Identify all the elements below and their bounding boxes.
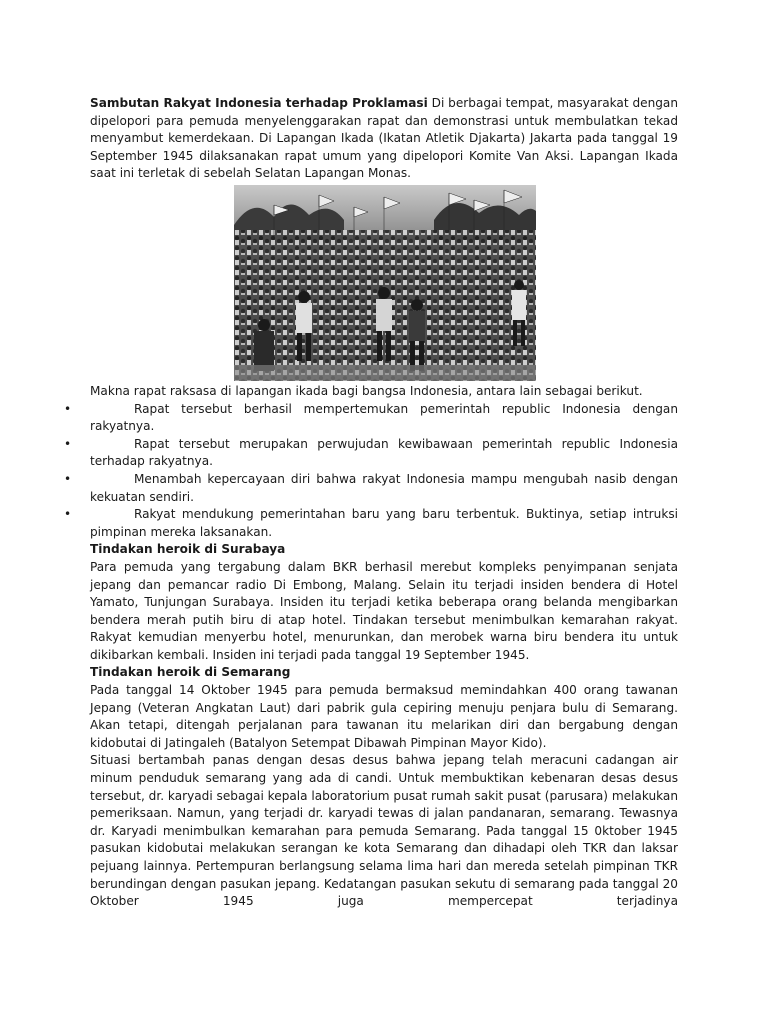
semarang-paragraph-2: Situasi bertambah panas dengan desas desus bahwa jepang telah meracuni cadangan air minum penduduk semarang yang ada di candi. Untuk membuktikan kebenaran desas desus tersebut, dr. karyadi sebagai kepala laboratorium pusat rumah sakit pusat (parusara) melakukan pemeriksaan. Namun, yang terjadi dr. karyadi tewas di jalan pandanaran, semarang. Tewasnya dr. Karyadi menimbulkan kemarahan para pemuda Semarang. Pada tanggal 15 0ktober 1945 pasukan kidobutai melakukan serangan ke kota Semarang dan dihadapi oleh TKR dan laksar pejuang lainnya. Pertempuran berlangsung selama lima hari dan mereda setelah pimpinan TKR berundingan dengan pasukan jepang. Kedatangan pasukan sekutu di semarang pada tanggal 20 Oktober 1945 juga mempercepat terjadinya [90,753,678,909]
photo-container [90,183,678,383]
intro-paragraph [90,95,678,183]
bullet-icon: • [64,401,72,416]
list-item [64,401,678,436]
document-page [64,95,678,911]
list-item [64,436,678,471]
intro-text: Di berbagai tempat, masyarakat dengan dipelopori para pemuda menyelenggarakan rapat dan demonstrasi untuk membulatkan tekad menyambut kemerdekaan. Di Lapangan Ikada (Ikatan Atletik Djakarta) Jakarta pada tanggal 19 September 1945 dilaksanakan rapat umum yang dipelopori Komite Van Aksi. Lapangan Ikada saat ini terletak di sebelah Selatan Lapangan Monas. [90,96,678,181]
list-item-text: Rapat tersebut merupakan perwujudan kewibawaan pemerintah republic Indonesia terhadap rakyatnya. [90,436,678,469]
semarang-paragraph-1: Pada tanggal 14 Oktober 1945 para pemuda bermaksud memindahkan 400 orang tawanan Jepang (Veteran Angkatan Laut) dari pabrik gula cepiring menuju penjara bulu di Semarang. Akan tetapi, ditengah perjalanan para tawanan itu melarikan diri dan bergabung dengan kidobutai di Jatingaleh (Batalyon Setempat Dibawah Pimpinan Mayor Kido). [90,683,678,750]
list-item [64,506,678,541]
semarang-heading: Tindakan heroik di Semarang [90,665,291,680]
list-item-text: Rapat tersebut berhasil mempertemukan pemerintah republic Indonesia dengan rakyatnya. [90,401,678,434]
list-item-text: Menambah kepercayaan diri bahwa rakyat Indonesia mampu mengubah nasib dengan kekuatan sendiri. [90,471,678,504]
intro-heading: Sambutan Rakyat Indonesia terhadap Proklamasi [90,96,428,110]
list-item-text: Rakyat mendukung pemerintahan baru yang baru terbentuk. Buktinya, setiap intruksi pimpinan mereka laksanakan. [90,507,678,539]
bullet-icon: • [64,471,72,486]
bullet-icon: • [64,507,72,522]
surabaya-paragraph: Para pemuda yang tergabung dalam BKR berhasil merebut kompleks penyimpanan senjata jepang dan pemancar radio Di Embong, Malang. Selain itu terjadi insiden bendera di Hotel Yamato, Tunjungan Surabaya. Insiden itu terjadi ketika beberapa orang belanda mengibarkan bendera merah putih biru di atap hotel. Tindakan tersebut menimbulkan kemarahan rakyat. Rakyat kemudian menyerbu hotel, menurunkan, dan merobek warna biru bendera itu untuk dikibarkan kembali. Insiden ini terjadi pada tanggal 19 September 1945. [90,559,678,662]
bullet-icon: • [64,436,72,451]
surabaya-heading: Tindakan heroik di Surabaya [90,542,286,557]
list-item [64,471,678,506]
makna-list [64,401,678,542]
crowd-march-photo [234,185,536,381]
makna-lead: Makna rapat raksasa di lapangan ikada bagi bangsa Indonesia, antara lain sebagai berikut. [90,383,643,398]
